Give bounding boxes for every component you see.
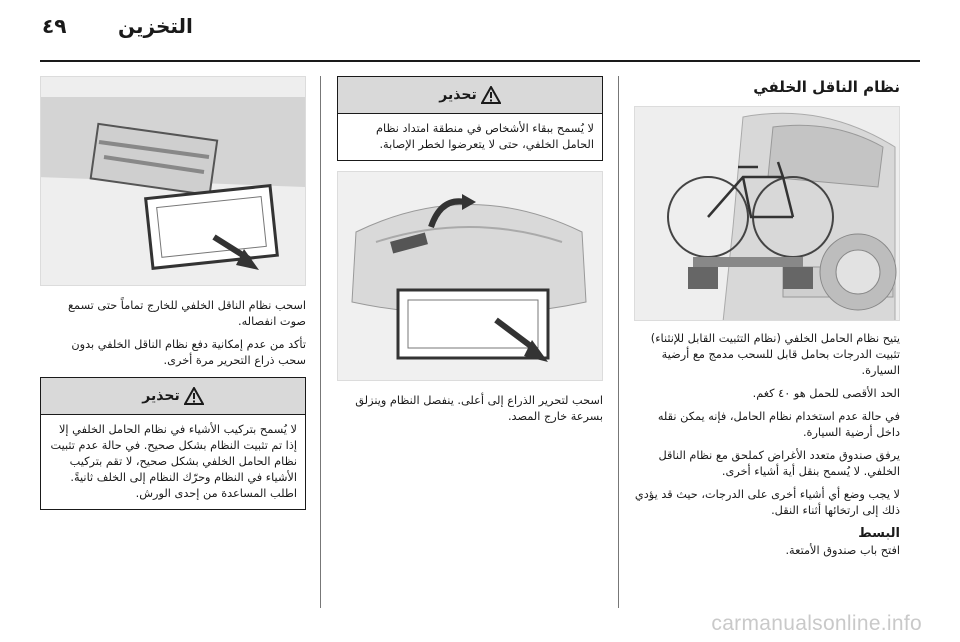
release-lever-illustration	[337, 172, 602, 381]
paragraph-max-load: الحد الأقصى للحمل هو ٤٠ كغم.	[752, 387, 900, 400]
page-header	[0, 0, 960, 60]
right-column	[634, 76, 900, 566]
column-divider-right	[618, 76, 619, 608]
subheading-extend: البسط	[858, 526, 900, 541]
paragraph-intro: يتيح نظام الحامل الخلفي (نظام التثبيت القابل للإنثناء) تثبيت الدرجات بحامل قابل للسحب مدمج مع أرضية السيارة.	[650, 332, 900, 377]
warning-triangle-icon	[184, 387, 204, 405]
watermark: carmanualsonline.info	[711, 612, 922, 635]
warning-text: لا يُسمح ببقاء الأشخاص في منطقة امتداد نظام الحامل الخلفي، حتى لا يتعرضوا لخطر الإصابة.	[376, 122, 594, 151]
paragraph-storage: في حالة عدم استخدام نظام الحامل، فإنه يمكن نقله داخل أرضية السيارة.	[657, 410, 900, 439]
paragraph-pull-out: اسحب نظام الناقل الخلفي للخارج تماماً حتى تسمع صوت انفصاله.	[68, 299, 306, 328]
section-heading: نظام الناقل الخلفي	[753, 78, 900, 96]
paragraph-open-tailgate: افتح باب صندوق الأمتعة.	[785, 544, 900, 557]
page-number: ٤٩	[42, 14, 67, 38]
warning-text: لا يُسمح بتركيب الأشياء في نظام الحامل الخلفي إلا إذا تم تثبيت النظام بشكل صحيح. في حالة عدم تثبيت نظام الحامل الخلفي بشكل صحيح، لا تقم بتركيب الأشياء في النظام وحرّك النظام إلى الخلف ثانيةً. اطلب المساعدة من إحدى الورش.	[50, 423, 297, 500]
paragraph-accessory: يرفق صندوق متعدد الأغراض كملحق مع نظام الناقل الخلفي. لا يُسمح بنقل أية أشياء أخرى.	[658, 449, 900, 478]
warning-triangle-icon	[481, 86, 501, 104]
warning-title: تحذير	[439, 87, 477, 103]
warning-header	[41, 378, 305, 415]
left-column	[40, 76, 306, 510]
carrier-extended-illustration	[40, 77, 305, 286]
bicycle-carrier-figure	[634, 106, 900, 321]
warning-box-secure-system	[40, 377, 306, 510]
carrier-extended-figure	[40, 76, 306, 286]
column-divider-left	[320, 76, 321, 608]
warning-title: تحذير	[142, 388, 180, 404]
warning-header	[338, 77, 602, 114]
paragraph-caution: لا يجب وضع أي أشياء أخرى على الدرجات، حيث قد يؤدي ذلك إلى ارتخائها أثناء النقل.	[634, 488, 900, 517]
warning-box-extension-zone	[337, 76, 603, 161]
paragraph-pull-lever: اسحب لتحرير الذراع إلى أعلى. ينفصل النظام وينزلق بسرعة خارج المصد.	[355, 394, 603, 423]
paragraph-check-locked: تأكد من عدم إمكانية دفع نظام الناقل الخلفي بدون سحب ذراع التحرير مرة أخرى.	[71, 338, 306, 367]
bicycle-carrier-illustration	[634, 107, 899, 321]
middle-column	[337, 76, 603, 432]
release-lever-figure	[337, 171, 603, 381]
section-title: التخزين	[118, 14, 193, 38]
header-rule	[40, 60, 920, 62]
